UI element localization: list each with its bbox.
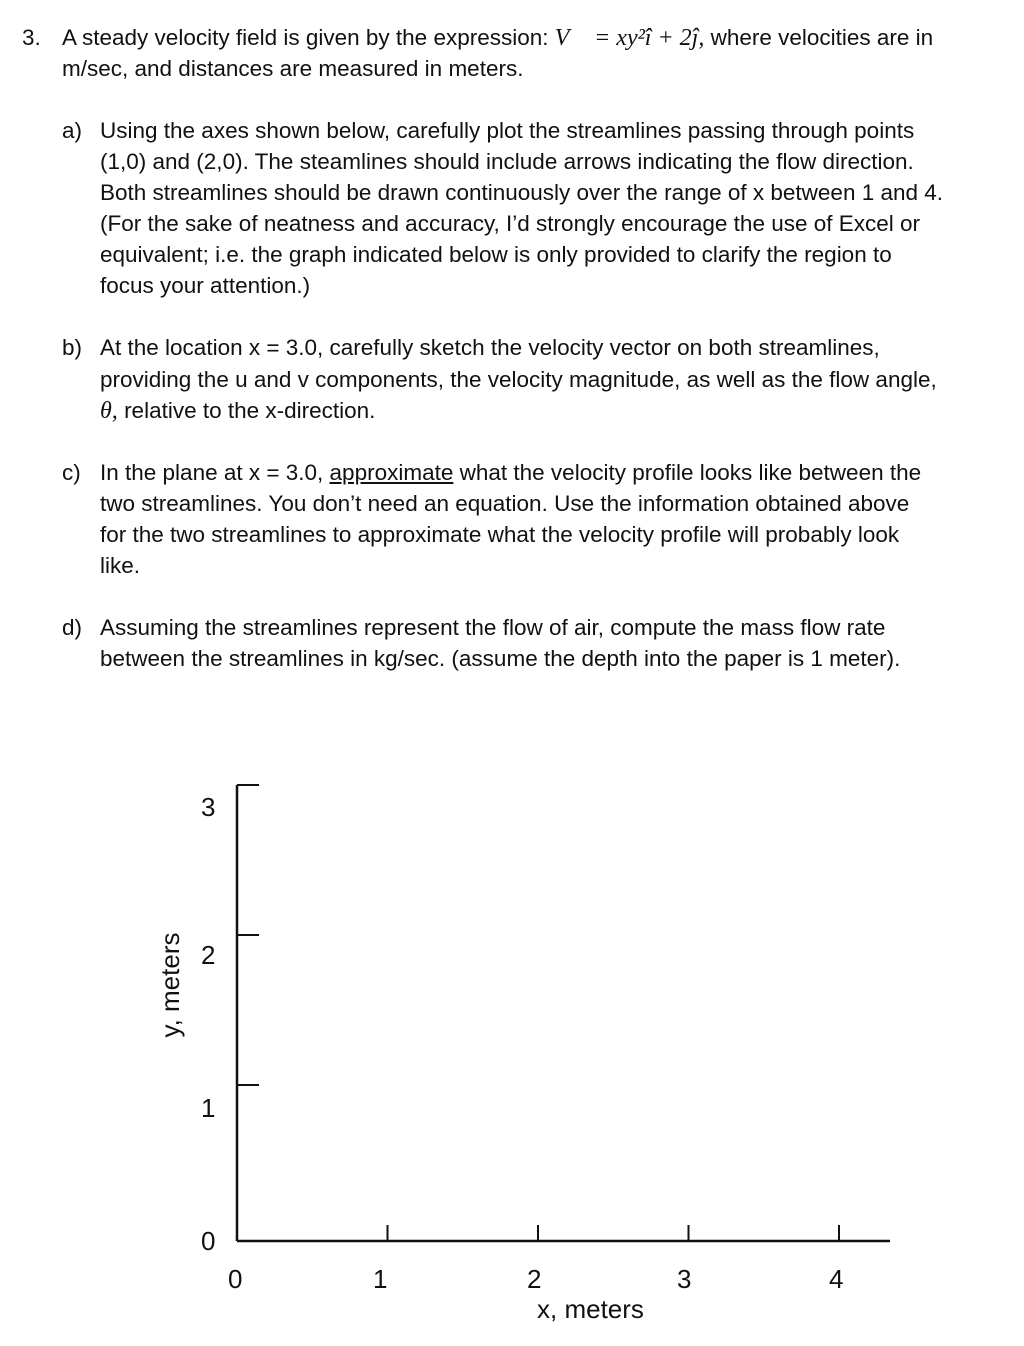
part-c-label: c) (62, 460, 81, 485)
x-tick-label: 4 (829, 1264, 844, 1294)
part-a-line: focus your attention.) (100, 273, 311, 298)
part-b-line-3-text: relative to the x-direction. (124, 398, 376, 423)
x-tick-label: 1 (373, 1264, 388, 1294)
part-c-line: for the two streamlines to approximate what the velocity profile will probably look (100, 522, 900, 547)
theta-symbol: θ, (100, 398, 118, 424)
intro-text-pre: A steady velocity field is given by the expression: (62, 25, 555, 50)
y-tick-label: 2 (201, 940, 216, 970)
part-a-line: (For the sake of neatness and accuracy, I’d strongly encourage the use of Excel or (100, 211, 921, 236)
part-d-line: between the streamlines in kg/sec. (assume the depth into the paper is 1 meter). (100, 646, 901, 671)
part-d-line: Assuming the streamlines represent the flow of air, compute the mass flow rate (100, 615, 886, 640)
part-c-text-pre: In the plane at x = 3.0, (100, 460, 330, 485)
part-b-label: b) (62, 335, 83, 360)
part-a-line: Using the axes shown below, carefully plot the streamlines passing through points (100, 118, 915, 143)
part-d-label: d) (62, 615, 83, 640)
part-b-line: At the location x = 3.0, carefully sketch the velocity vector on both streamlines, (100, 335, 880, 360)
part-c-text-post: what the velocity profile looks like between the (453, 460, 922, 485)
question-intro-line-2: m/sec, and distances are measured in meters. (62, 56, 524, 81)
y-axis-label: y, meters (155, 932, 185, 1038)
approximate-underlined: approximate (329, 460, 454, 485)
x-tick-label: 3 (677, 1264, 692, 1294)
part-a-line: Both streamlines should be drawn continuously over the range of x between 1 and 4. (100, 180, 944, 205)
part-c-line: two streamlines. You don’t need an equation. Use the information obtained above (100, 491, 910, 516)
part-a-line: (1,0) and (2,0). The steamlines should include arrows indicating the flow direction. (100, 149, 914, 174)
x-tick-label: 2 (527, 1264, 542, 1294)
y-tick-label: 3 (201, 792, 216, 822)
part-c-line: like. (100, 553, 141, 578)
x-tick-label: 0 (228, 1264, 243, 1294)
part-b-line: providing the u and v components, the velocity magnitude, as well as the flow angle, (100, 367, 937, 392)
x-ticks (388, 1225, 840, 1241)
part-a-line: equivalent; i.e. the graph indicated below is only provided to clarify the region to (100, 242, 892, 267)
question-number: 3. (22, 25, 41, 50)
intro-text-post: where velocities are in (704, 25, 934, 50)
y-tick-label: 1 (201, 1093, 216, 1123)
x-axis-label: x, meters (537, 1294, 644, 1324)
velocity-expression: V⃗ = xy²î + 2ĵ, (554, 25, 705, 51)
part-a-label: a) (62, 118, 83, 143)
y-tick-label: 0 (201, 1226, 216, 1256)
y-ticks (237, 785, 259, 1085)
